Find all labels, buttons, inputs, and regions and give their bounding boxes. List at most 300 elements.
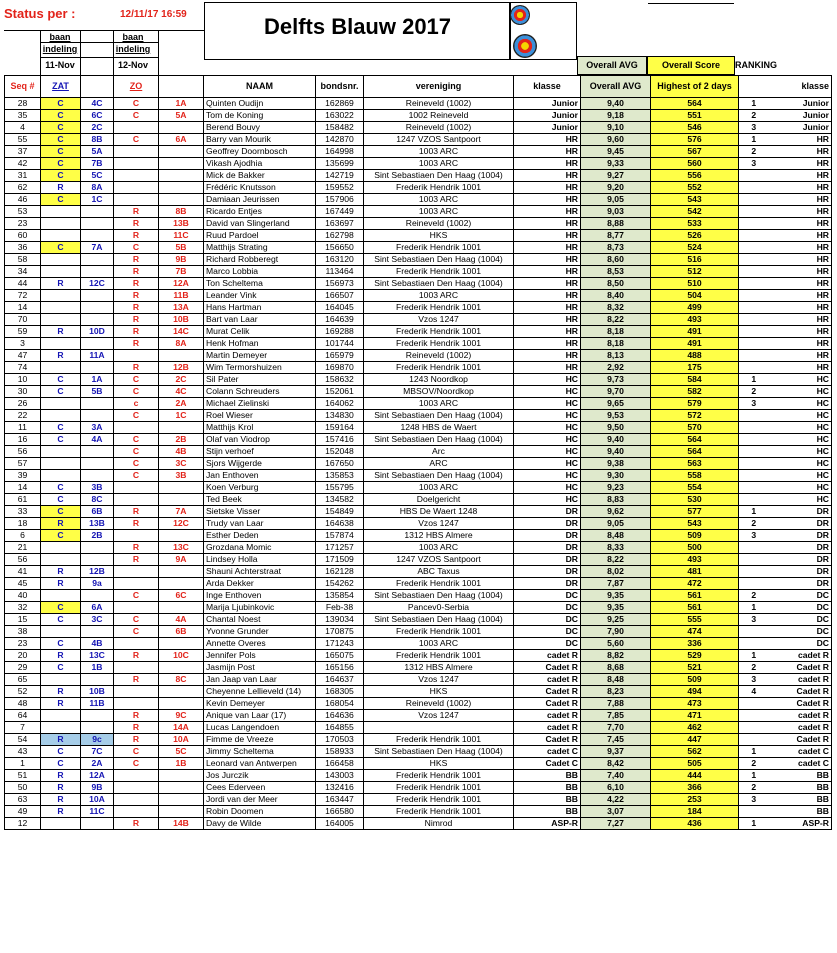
avg-cell: 8,77 <box>581 230 651 242</box>
zo-cell <box>114 662 159 674</box>
zo-lane-cell: 9B <box>159 254 204 266</box>
bondsnr-cell: 165156 <box>316 662 364 674</box>
table-row <box>5 266 832 278</box>
klasse-rank-cell: HR <box>769 254 832 266</box>
zo-lane-cell: 7A <box>159 506 204 518</box>
naam-cell: Matthijs Strating <box>204 242 316 254</box>
zat-cell <box>41 710 81 722</box>
klasse-cell: HR <box>514 266 581 278</box>
vereniging-cell: HKS <box>364 686 514 698</box>
zat-lane-cell <box>81 206 114 218</box>
bondsnr-cell: 143003 <box>316 770 364 782</box>
col-klasse: klasse <box>514 76 581 98</box>
score-cell: 564 <box>651 98 739 110</box>
rank-cell <box>739 482 769 494</box>
rank-cell: 1 <box>739 98 769 110</box>
table-row <box>5 350 832 362</box>
zat-lane-cell <box>81 542 114 554</box>
avg-cell: 9,05 <box>581 518 651 530</box>
rank-cell: 1 <box>739 602 769 614</box>
klasse-rank-cell: cadet R <box>769 650 832 662</box>
zat-cell <box>41 722 81 734</box>
vereniging-cell: Reineveld (1002) <box>364 122 514 134</box>
klasse-rank-cell: cadet R <box>769 674 832 686</box>
naam-cell: Ruud Pardoel <box>204 230 316 242</box>
zo-cell <box>114 602 159 614</box>
table-row <box>5 278 832 290</box>
zat-lane-cell: 8B <box>81 134 114 146</box>
score-cell: 488 <box>651 350 739 362</box>
avg-cell: 9,37 <box>581 746 651 758</box>
zat-cell: R <box>41 578 81 590</box>
zo-lane-cell: 14A <box>159 722 204 734</box>
rank-cell: 2 <box>739 518 769 530</box>
klasse-rank-cell: HC <box>769 482 832 494</box>
naam-cell: Cheyenne Lellieveld (14) <box>204 686 316 698</box>
table-row <box>5 410 832 422</box>
score-cell: 554 <box>651 482 739 494</box>
seq-cell: 43 <box>5 746 41 758</box>
zo-lane-cell <box>159 578 204 590</box>
seq-cell: 23 <box>5 638 41 650</box>
zo-cell <box>114 566 159 578</box>
vereniging-cell: 1247 VZOS Santpoort <box>364 134 514 146</box>
zo-lane-cell: 2A <box>159 398 204 410</box>
bondsnr-cell: 157416 <box>316 434 364 446</box>
zo-lane-cell: 3B <box>159 470 204 482</box>
rank-cell <box>739 170 769 182</box>
zat-lane-cell <box>81 458 114 470</box>
zo-cell: R <box>114 554 159 566</box>
zat-lane-cell <box>81 254 114 266</box>
table-row <box>5 746 832 758</box>
avg-cell: 8,73 <box>581 242 651 254</box>
zat-lane-cell: 13C <box>81 650 114 662</box>
rank-cell <box>739 806 769 818</box>
bondsnr-cell: 142870 <box>316 134 364 146</box>
zo-lane-cell: 12B <box>159 362 204 374</box>
avg-cell: 8,40 <box>581 290 651 302</box>
vereniging-cell: HKS <box>364 758 514 770</box>
zat-cell: R <box>41 566 81 578</box>
avg-cell: 8,50 <box>581 278 651 290</box>
klasse-rank-cell: HR <box>769 170 832 182</box>
zo-lane-cell: 8B <box>159 206 204 218</box>
klasse-cell: HR <box>514 314 581 326</box>
klasse-rank-cell: Cadet R <box>769 662 832 674</box>
vereniging-cell: HKS <box>364 230 514 242</box>
zo-lane-cell: 14B <box>159 818 204 830</box>
score-cell: 521 <box>651 662 739 674</box>
vereniging-cell: 1003 ARC <box>364 482 514 494</box>
klasse-cell: HR <box>514 254 581 266</box>
score-cell: 253 <box>651 794 739 806</box>
seq-cell: 38 <box>5 626 41 638</box>
bondsnr-cell: 164998 <box>316 146 364 158</box>
score-cell: 560 <box>651 158 739 170</box>
col-seq: Seq # <box>5 76 41 98</box>
zat-cell <box>41 290 81 302</box>
table-row <box>5 482 832 494</box>
zo-lane-cell <box>159 566 204 578</box>
zat-lane-cell <box>81 818 114 830</box>
klasse-cell: DR <box>514 578 581 590</box>
klasse-cell: BB <box>514 770 581 782</box>
zo-lane-cell: 13B <box>159 218 204 230</box>
rank-cell <box>739 182 769 194</box>
column-header-row <box>5 76 832 98</box>
zat-cell: C <box>41 494 81 506</box>
klasse-cell: HR <box>514 194 581 206</box>
table-row <box>5 650 832 662</box>
score-cell: 579 <box>651 398 739 410</box>
zat-cell <box>41 254 81 266</box>
zo-lane-cell: 1A <box>159 98 204 110</box>
zat-cell: C <box>41 662 81 674</box>
naam-cell: Lindsey Holla <box>204 554 316 566</box>
klasse-cell: DC <box>514 590 581 602</box>
indeling-label-2: indeling <box>115 44 151 54</box>
bondsnr-cell: 162798 <box>316 230 364 242</box>
zo-lane-cell <box>159 482 204 494</box>
vereniging-cell: Frederik Hendrik 1001 <box>364 770 514 782</box>
zo-cell: R <box>114 230 159 242</box>
seq-cell: 44 <box>5 278 41 290</box>
bondsnr-cell: 158632 <box>316 374 364 386</box>
score-cell: 552 <box>651 182 739 194</box>
zat-lane-cell: 3C <box>81 614 114 626</box>
bondsnr-cell: 134830 <box>316 410 364 422</box>
naam-cell: Olaf van Viodrop <box>204 434 316 446</box>
zo-cell: R <box>114 302 159 314</box>
naam-cell: Cees Ederveen <box>204 782 316 794</box>
zo-lane-cell <box>159 770 204 782</box>
klasse-cell: DC <box>514 602 581 614</box>
zat-lane-cell <box>81 722 114 734</box>
table-row <box>5 602 832 614</box>
zo-lane-cell <box>159 698 204 710</box>
zo-lane-cell: 6B <box>159 626 204 638</box>
avg-cell: 9,40 <box>581 446 651 458</box>
klasse-cell: HR <box>514 350 581 362</box>
bondsnr-cell: 142719 <box>316 170 364 182</box>
zat-cell: R <box>41 806 81 818</box>
zo-lane-cell <box>159 782 204 794</box>
score-cell: 500 <box>651 542 739 554</box>
zat-cell: R <box>41 278 81 290</box>
bondsnr-cell: 163697 <box>316 218 364 230</box>
zo-lane-cell <box>159 158 204 170</box>
rank-cell: 1 <box>739 374 769 386</box>
zat-cell <box>41 314 81 326</box>
zo-cell <box>114 182 159 194</box>
archery-target-icon <box>510 5 530 25</box>
col-vereniging: vereniging <box>364 76 514 98</box>
zat-cell <box>41 206 81 218</box>
seq-cell: 39 <box>5 470 41 482</box>
table-row <box>5 338 832 350</box>
vereniging-cell: 1243 Noordkop <box>364 374 514 386</box>
zat-lane-cell: 9c <box>81 734 114 746</box>
bondsnr-cell: 166580 <box>316 806 364 818</box>
score-cell: 510 <box>651 278 739 290</box>
rank-cell <box>739 278 769 290</box>
naam-cell: Jimmy Scheltema <box>204 746 316 758</box>
seq-cell: 63 <box>5 794 41 806</box>
naam-cell: Ted Beek <box>204 494 316 506</box>
zo-cell: R <box>114 674 159 686</box>
seq-cell: 49 <box>5 806 41 818</box>
zat-lane-cell: 10A <box>81 794 114 806</box>
zo-lane-cell: 1C <box>159 410 204 422</box>
score-cell: 530 <box>651 494 739 506</box>
vereniging-cell: ARC <box>364 458 514 470</box>
zat-cell: C <box>41 98 81 110</box>
seq-cell: 56 <box>5 554 41 566</box>
klasse-cell: cadet C <box>514 746 581 758</box>
overall-score-top: Overall Score <box>661 60 721 70</box>
vereniging-cell: Frederik Hendrik 1001 <box>364 806 514 818</box>
vereniging-cell: MBSOV/Noordkop <box>364 386 514 398</box>
zat-cell: R <box>41 686 81 698</box>
rank-cell <box>739 722 769 734</box>
klasse-cell: HC <box>514 470 581 482</box>
vereniging-cell: 1002 Reineveld <box>364 110 514 122</box>
klasse-rank-cell: BB <box>769 806 832 818</box>
avg-cell: 9,20 <box>581 182 651 194</box>
rank-cell: 1 <box>739 818 769 830</box>
archery-target-icon <box>513 34 537 58</box>
zo-lane-cell: 13C <box>159 542 204 554</box>
table-row <box>5 362 832 374</box>
zo-lane-cell: 8C <box>159 674 204 686</box>
avg-cell: 9,27 <box>581 170 651 182</box>
zat-lane-cell <box>81 446 114 458</box>
avg-cell: 7,88 <box>581 698 651 710</box>
avg-cell: 9,18 <box>581 110 651 122</box>
seq-cell: 12 <box>5 818 41 830</box>
klasse-rank-cell: cadet C <box>769 746 832 758</box>
zat-lane-cell <box>81 230 114 242</box>
seq-cell: 3 <box>5 338 41 350</box>
naam-cell: Hans Hartman <box>204 302 316 314</box>
rank-cell: 1 <box>739 770 769 782</box>
seq-cell: 34 <box>5 266 41 278</box>
rank-cell <box>739 302 769 314</box>
vereniging-cell: Reineveld (1002) <box>364 218 514 230</box>
vereniging-cell: Frederik Hendrik 1001 <box>364 650 514 662</box>
score-cell: 509 <box>651 530 739 542</box>
vereniging-cell: Sint Sebastiaen Den Haag (1004) <box>364 278 514 290</box>
zat-lane-cell: 5B <box>81 386 114 398</box>
zat-lane-cell: 1C <box>81 194 114 206</box>
klasse-rank-cell: HR <box>769 194 832 206</box>
score-cell: 472 <box>651 578 739 590</box>
avg-cell: 8,32 <box>581 302 651 314</box>
zat-cell <box>41 362 81 374</box>
klasse-cell: Cadet R <box>514 686 581 698</box>
zo-lane-cell <box>159 350 204 362</box>
zat-cell <box>41 818 81 830</box>
zo-cell: C <box>114 410 159 422</box>
table-row <box>5 578 832 590</box>
rank-cell <box>739 734 769 746</box>
vereniging-cell: 1003 ARC <box>364 290 514 302</box>
naam-cell: Marija Ljubinkovic <box>204 602 316 614</box>
table-row <box>5 566 832 578</box>
klasse-cell: HC <box>514 434 581 446</box>
naam-cell: Stijn verhoef <box>204 446 316 458</box>
seq-cell: 10 <box>5 374 41 386</box>
naam-cell: Davy de Wilde <box>204 818 316 830</box>
vereniging-cell: Frederik Hendrik 1001 <box>364 794 514 806</box>
bondsnr-cell: 139034 <box>316 614 364 626</box>
seq-cell: 60 <box>5 230 41 242</box>
table-row <box>5 374 832 386</box>
naam-cell: Leander Vink <box>204 290 316 302</box>
bondsnr-cell: 155795 <box>316 482 364 494</box>
klasse-rank-cell: cadet R <box>769 722 832 734</box>
table-row <box>5 818 832 830</box>
zat-lane-cell <box>81 266 114 278</box>
zo-cell <box>114 770 159 782</box>
bondsnr-cell: 158482 <box>316 122 364 134</box>
avg-cell: 9,73 <box>581 374 651 386</box>
rank-cell <box>739 578 769 590</box>
naam-cell: David van Slingerland <box>204 218 316 230</box>
zo-cell <box>114 350 159 362</box>
klasse-cell: DR <box>514 506 581 518</box>
zat-lane-cell: 6C <box>81 110 114 122</box>
klasse-cell: Cadet R <box>514 698 581 710</box>
zo-cell <box>114 194 159 206</box>
klasse-rank-cell: DR <box>769 506 832 518</box>
avg-cell: 8,68 <box>581 662 651 674</box>
bondsnr-cell: 171243 <box>316 638 364 650</box>
zat-lane-cell <box>81 590 114 602</box>
klasse-rank-cell: DC <box>769 626 832 638</box>
rank-cell <box>739 338 769 350</box>
seq-cell: 36 <box>5 242 41 254</box>
seq-cell: 29 <box>5 662 41 674</box>
naam-cell: Jennifer Pols <box>204 650 316 662</box>
klasse-cell: cadet R <box>514 674 581 686</box>
klasse-cell: HC <box>514 422 581 434</box>
bondsnr-cell: 168054 <box>316 698 364 710</box>
zo-cell: R <box>114 722 159 734</box>
rank-cell: 1 <box>739 746 769 758</box>
table-row <box>5 530 832 542</box>
bondsnr-cell: 159552 <box>316 182 364 194</box>
zat-lane-cell: 4A <box>81 434 114 446</box>
klasse-cell: HR <box>514 278 581 290</box>
table-row <box>5 170 832 182</box>
zo-cell <box>114 530 159 542</box>
naam-cell: Jan Jaap van Laar <box>204 674 316 686</box>
vereniging-cell: 1312 HBS Almere <box>364 662 514 674</box>
naam-cell: Martin Demeyer <box>204 350 316 362</box>
klasse-rank-cell: HR <box>769 218 832 230</box>
klasse-cell: cadet R <box>514 650 581 662</box>
naam-cell: Richard Robberegt <box>204 254 316 266</box>
seq-cell: 28 <box>5 98 41 110</box>
zat-lane-cell: 2C <box>81 122 114 134</box>
table-row <box>5 686 832 698</box>
klasse-rank-cell: DR <box>769 518 832 530</box>
avg-cell: 7,90 <box>581 626 651 638</box>
vereniging-cell: Reineveld (1002) <box>364 698 514 710</box>
rank-cell <box>739 254 769 266</box>
bondsnr-cell: 135853 <box>316 470 364 482</box>
vereniging-cell: Doelgericht <box>364 494 514 506</box>
klasse-rank-cell: Junior <box>769 122 832 134</box>
seq-cell: 26 <box>5 398 41 410</box>
zo-lane-cell <box>159 122 204 134</box>
ranking-top: RANKING <box>735 60 777 70</box>
score-cell: 561 <box>651 590 739 602</box>
klasse-rank-cell: cadet R <box>769 710 832 722</box>
table-row <box>5 302 832 314</box>
zo-cell: C <box>114 746 159 758</box>
zat-lane-cell: 12B <box>81 566 114 578</box>
klasse-cell: HR <box>514 134 581 146</box>
avg-cell: 8,88 <box>581 218 651 230</box>
score-cell: 570 <box>651 422 739 434</box>
zat-lane-cell: 2A <box>81 758 114 770</box>
avg-cell: 7,45 <box>581 734 651 746</box>
bondsnr-cell: 162128 <box>316 566 364 578</box>
klasse-cell: Cadet R <box>514 734 581 746</box>
klasse-cell: HR <box>514 146 581 158</box>
rank-cell <box>739 470 769 482</box>
score-cell: 584 <box>651 374 739 386</box>
klasse-cell: HR <box>514 206 581 218</box>
zo-lane-cell: 5A <box>159 110 204 122</box>
klasse-cell: cadet R <box>514 722 581 734</box>
score-cell: 564 <box>651 446 739 458</box>
klasse-cell: HC <box>514 494 581 506</box>
rank-cell: 1 <box>739 650 769 662</box>
zo-lane-cell: 1B <box>159 758 204 770</box>
score-cell: 471 <box>651 710 739 722</box>
rank-cell: 2 <box>739 590 769 602</box>
zo-lane-cell <box>159 662 204 674</box>
table-row <box>5 794 832 806</box>
klasse-cell: DC <box>514 626 581 638</box>
score-cell: 582 <box>651 386 739 398</box>
naam-cell: Berend Bouvy <box>204 122 316 134</box>
naam-cell: Trudy van Laar <box>204 518 316 530</box>
rank-cell <box>739 410 769 422</box>
vereniging-cell: Frederik Hendrik 1001 <box>364 338 514 350</box>
klasse-cell: DR <box>514 566 581 578</box>
zat-lane-cell: 11C <box>81 806 114 818</box>
score-cell: 567 <box>651 146 739 158</box>
table-row <box>5 458 832 470</box>
vereniging-cell: ABC Taxus <box>364 566 514 578</box>
score-cell: 576 <box>651 134 739 146</box>
zat-cell <box>41 218 81 230</box>
naam-cell: Mick de Bakker <box>204 170 316 182</box>
klasse-rank-cell: HC <box>769 422 832 434</box>
bondsnr-cell: 154849 <box>316 506 364 518</box>
zo-lane-cell: 14C <box>159 326 204 338</box>
vereniging-cell: Reineveld (1002) <box>364 98 514 110</box>
zo-lane-cell: 6C <box>159 590 204 602</box>
zat-lane-cell <box>81 554 114 566</box>
zo-cell: C <box>114 758 159 770</box>
avg-cell: 9,23 <box>581 482 651 494</box>
